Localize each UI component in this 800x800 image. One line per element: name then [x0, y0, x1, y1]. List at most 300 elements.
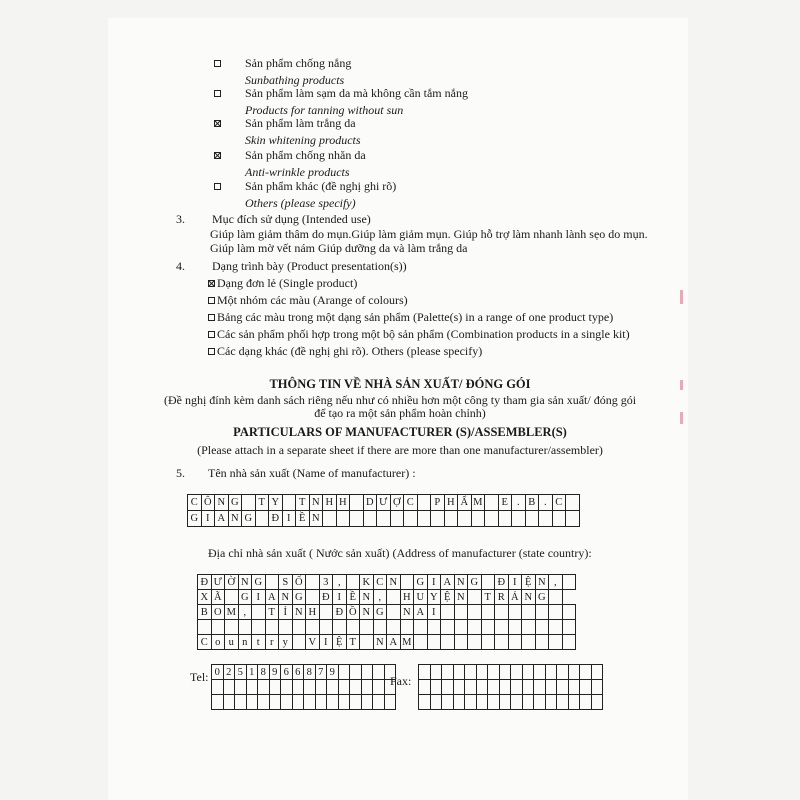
- grid-cell[interactable]: [442, 680, 454, 695]
- grid-cell[interactable]: y: [279, 635, 293, 650]
- grid-cell[interactable]: [419, 680, 431, 695]
- grid-cell[interactable]: [539, 511, 553, 527]
- grid-cell[interactable]: Ề: [296, 511, 310, 527]
- grid-cell[interactable]: Ư: [377, 495, 391, 511]
- grid-cell[interactable]: .: [512, 495, 526, 511]
- grid-cell[interactable]: N: [360, 605, 374, 620]
- grid-cell[interactable]: [465, 680, 477, 695]
- grid-cell[interactable]: I: [252, 590, 266, 605]
- grid-cell[interactable]: [485, 511, 499, 527]
- grid-cell[interactable]: [333, 620, 347, 635]
- grid-cell[interactable]: [265, 575, 279, 590]
- grid-cell[interactable]: [338, 665, 350, 680]
- grid-cell[interactable]: [580, 665, 592, 680]
- grid-cell[interactable]: [417, 511, 431, 527]
- grid-cell[interactable]: [373, 680, 385, 695]
- grid-cell[interactable]: [350, 511, 364, 527]
- grid-cell[interactable]: [476, 695, 488, 710]
- grid-cell[interactable]: K: [360, 575, 374, 590]
- grid-cell[interactable]: P: [431, 495, 445, 511]
- grid-cell[interactable]: [468, 635, 482, 650]
- grid-cell[interactable]: I: [427, 575, 441, 590]
- grid-cell[interactable]: [499, 665, 511, 680]
- grid-cell[interactable]: [279, 620, 293, 635]
- grid-cell[interactable]: G: [228, 495, 242, 511]
- grid-cell[interactable]: Ả: [508, 590, 522, 605]
- grid-cell[interactable]: [454, 605, 468, 620]
- grid-cell[interactable]: [468, 620, 482, 635]
- grid-cell[interactable]: [269, 695, 281, 710]
- grid-cell[interactable]: [346, 575, 360, 590]
- grid-cell[interactable]: 8: [258, 665, 270, 680]
- grid-cell[interactable]: u: [225, 635, 239, 650]
- grid-cell[interactable]: [481, 575, 495, 590]
- grid-cell[interactable]: 9: [269, 665, 281, 680]
- grid-cell[interactable]: [454, 620, 468, 635]
- grid-cell[interactable]: G: [188, 511, 202, 527]
- grid-cell[interactable]: Ố: [292, 575, 306, 590]
- grid-cell[interactable]: 3: [319, 575, 333, 590]
- grid-cell[interactable]: [557, 695, 569, 710]
- grid-cell[interactable]: N: [535, 575, 549, 590]
- presentation-option[interactable]: [208, 310, 613, 325]
- grid-cell[interactable]: N: [309, 495, 323, 511]
- grid-cell[interactable]: I: [282, 511, 296, 527]
- grid-cell[interactable]: [522, 605, 536, 620]
- grid-cell[interactable]: Đ: [319, 590, 333, 605]
- grid-cell[interactable]: [562, 620, 576, 635]
- grid-cell[interactable]: ,: [238, 605, 252, 620]
- grid-cell[interactable]: [430, 665, 442, 680]
- grid-cell[interactable]: [591, 695, 603, 710]
- grid-cell[interactable]: [252, 620, 266, 635]
- tel-number-grid[interactable]: [211, 664, 396, 710]
- grid-cell[interactable]: [481, 605, 495, 620]
- grid-cell[interactable]: [292, 620, 306, 635]
- grid-cell[interactable]: [468, 605, 482, 620]
- grid-cell[interactable]: [384, 695, 396, 710]
- grid-cell[interactable]: [361, 665, 373, 680]
- grid-cell[interactable]: [360, 620, 374, 635]
- grid-cell[interactable]: [476, 665, 488, 680]
- grid-cell[interactable]: Đ: [269, 511, 283, 527]
- grid-cell[interactable]: A: [265, 590, 279, 605]
- grid-cell[interactable]: T: [255, 495, 269, 511]
- grid-cell[interactable]: r: [265, 635, 279, 650]
- grid-cell[interactable]: [255, 511, 269, 527]
- grid-cell[interactable]: Ợ: [390, 495, 404, 511]
- grid-cell[interactable]: [566, 495, 580, 511]
- grid-cell[interactable]: [562, 605, 576, 620]
- grid-cell[interactable]: E: [498, 495, 512, 511]
- grid-cell[interactable]: [591, 665, 603, 680]
- grid-cell[interactable]: [465, 665, 477, 680]
- grid-cell[interactable]: Đ: [198, 575, 212, 590]
- grid-cell[interactable]: [535, 620, 549, 635]
- checked-checkbox-icon[interactable]: [214, 152, 221, 159]
- checkbox-icon[interactable]: [214, 90, 221, 97]
- grid-cell[interactable]: G: [242, 511, 256, 527]
- grid-cell[interactable]: [350, 695, 362, 710]
- grid-cell[interactable]: [562, 575, 576, 590]
- checkbox-icon[interactable]: [214, 183, 221, 190]
- grid-cell[interactable]: [373, 620, 387, 635]
- grid-cell[interactable]: Đ: [495, 575, 509, 590]
- grid-cell[interactable]: [471, 511, 485, 527]
- grid-cell[interactable]: [522, 680, 534, 695]
- grid-cell[interactable]: [258, 695, 270, 710]
- grid-cell[interactable]: [566, 511, 580, 527]
- grid-cell[interactable]: [338, 695, 350, 710]
- grid-cell[interactable]: S: [279, 575, 293, 590]
- grid-cell[interactable]: X: [198, 590, 212, 605]
- checked-checkbox-icon[interactable]: [214, 120, 221, 127]
- grid-cell[interactable]: [534, 695, 546, 710]
- grid-cell[interactable]: [212, 680, 224, 695]
- grid-cell[interactable]: N: [228, 511, 242, 527]
- grid-cell[interactable]: H: [444, 495, 458, 511]
- presentation-option[interactable]: [208, 276, 357, 291]
- grid-cell[interactable]: [476, 680, 488, 695]
- grid-cell[interactable]: [534, 665, 546, 680]
- grid-cell[interactable]: [580, 680, 592, 695]
- grid-cell[interactable]: [361, 695, 373, 710]
- grid-cell[interactable]: [545, 680, 557, 695]
- grid-cell[interactable]: I: [333, 590, 347, 605]
- grid-cell[interactable]: Ệ: [333, 635, 347, 650]
- grid-cell[interactable]: C: [198, 635, 212, 650]
- grid-cell[interactable]: N: [522, 590, 536, 605]
- grid-cell[interactable]: A: [441, 575, 455, 590]
- grid-cell[interactable]: N: [387, 575, 401, 590]
- grid-cell[interactable]: Y: [427, 590, 441, 605]
- grid-cell[interactable]: [336, 511, 350, 527]
- grid-cell[interactable]: [306, 620, 320, 635]
- grid-cell[interactable]: Ề: [346, 590, 360, 605]
- grid-cell[interactable]: [363, 511, 377, 527]
- grid-cell[interactable]: [549, 590, 563, 605]
- grid-cell[interactable]: [499, 695, 511, 710]
- grid-cell[interactable]: Ờ: [225, 575, 239, 590]
- grid-cell[interactable]: T: [346, 635, 360, 650]
- grid-cell[interactable]: [319, 605, 333, 620]
- grid-cell[interactable]: 6: [292, 665, 304, 680]
- checked-checkbox-icon[interactable]: [208, 280, 215, 287]
- grid-cell[interactable]: [315, 695, 327, 710]
- grid-cell[interactable]: [211, 620, 225, 635]
- grid-cell[interactable]: [292, 695, 304, 710]
- grid-cell[interactable]: [414, 620, 428, 635]
- grid-cell[interactable]: [387, 605, 401, 620]
- grid-cell[interactable]: [442, 695, 454, 710]
- grid-cell[interactable]: I: [319, 635, 333, 650]
- grid-cell[interactable]: N: [292, 605, 306, 620]
- grid-cell[interactable]: A: [215, 511, 229, 527]
- grid-cell[interactable]: [442, 665, 454, 680]
- grid-cell[interactable]: G: [238, 590, 252, 605]
- grid-cell[interactable]: [522, 620, 536, 635]
- grid-cell[interactable]: Ỉ: [279, 605, 293, 620]
- grid-cell[interactable]: ,: [373, 590, 387, 605]
- grid-cell[interactable]: [404, 511, 418, 527]
- grid-cell[interactable]: [522, 695, 534, 710]
- grid-cell[interactable]: 1: [246, 665, 258, 680]
- grid-cell[interactable]: H: [336, 495, 350, 511]
- grid-cell[interactable]: H: [306, 605, 320, 620]
- grid-cell[interactable]: [511, 665, 523, 680]
- grid-cell[interactable]: Ư: [211, 575, 225, 590]
- grid-cell[interactable]: [562, 635, 576, 650]
- grid-cell[interactable]: Ã: [211, 590, 225, 605]
- fax-number-grid[interactable]: [418, 664, 603, 710]
- grid-cell[interactable]: U: [414, 590, 428, 605]
- grid-cell[interactable]: [465, 695, 477, 710]
- grid-cell[interactable]: [444, 511, 458, 527]
- grid-cell[interactable]: Ệ: [522, 575, 536, 590]
- grid-cell[interactable]: [549, 605, 563, 620]
- grid-cell[interactable]: [419, 695, 431, 710]
- grid-cell[interactable]: N: [238, 575, 252, 590]
- grid-cell[interactable]: [535, 635, 549, 650]
- grid-cell[interactable]: [512, 511, 526, 527]
- grid-cell[interactable]: [292, 635, 306, 650]
- grid-cell[interactable]: [427, 635, 441, 650]
- grid-cell[interactable]: N: [454, 575, 468, 590]
- grid-cell[interactable]: [468, 590, 482, 605]
- grid-cell[interactable]: [373, 665, 385, 680]
- grid-cell[interactable]: [508, 620, 522, 635]
- grid-cell[interactable]: B: [198, 605, 212, 620]
- grid-cell[interactable]: I: [427, 605, 441, 620]
- checkbox-icon[interactable]: [208, 331, 215, 338]
- grid-cell[interactable]: G: [373, 605, 387, 620]
- grid-cell[interactable]: [346, 620, 360, 635]
- grid-cell[interactable]: [488, 680, 500, 695]
- grid-cell[interactable]: [242, 495, 256, 511]
- grid-cell[interactable]: [485, 495, 499, 511]
- grid-cell[interactable]: G: [252, 575, 266, 590]
- grid-cell[interactable]: [338, 680, 350, 695]
- grid-cell[interactable]: [431, 511, 445, 527]
- grid-cell[interactable]: [350, 495, 364, 511]
- grid-cell[interactable]: T: [265, 605, 279, 620]
- grid-cell[interactable]: N: [360, 590, 374, 605]
- grid-cell[interactable]: [552, 511, 566, 527]
- grid-cell[interactable]: [319, 620, 333, 635]
- grid-cell[interactable]: 8: [304, 665, 316, 680]
- grid-cell[interactable]: I: [508, 575, 522, 590]
- grid-cell[interactable]: [535, 605, 549, 620]
- grid-cell[interactable]: Ệ: [441, 590, 455, 605]
- grid-cell[interactable]: [246, 695, 258, 710]
- grid-cell[interactable]: N: [279, 590, 293, 605]
- grid-cell[interactable]: [427, 620, 441, 635]
- grid-cell[interactable]: G: [292, 590, 306, 605]
- grid-cell[interactable]: R: [495, 590, 509, 605]
- grid-cell[interactable]: [212, 695, 224, 710]
- grid-cell[interactable]: [235, 695, 247, 710]
- grid-cell[interactable]: [304, 680, 316, 695]
- checkbox-icon[interactable]: [208, 314, 215, 321]
- checkbox-icon[interactable]: [208, 348, 215, 355]
- checkbox-icon[interactable]: [214, 60, 221, 67]
- grid-cell[interactable]: [306, 575, 320, 590]
- grid-cell[interactable]: [499, 680, 511, 695]
- grid-cell[interactable]: [350, 665, 362, 680]
- grid-cell[interactable]: Ẩ: [458, 495, 472, 511]
- grid-cell[interactable]: [511, 680, 523, 695]
- grid-cell[interactable]: Y: [269, 495, 283, 511]
- grid-cell[interactable]: [458, 511, 472, 527]
- grid-cell[interactable]: [580, 695, 592, 710]
- grid-cell[interactable]: [441, 620, 455, 635]
- grid-cell[interactable]: [306, 590, 320, 605]
- grid-cell[interactable]: [488, 695, 500, 710]
- grid-cell[interactable]: [252, 605, 266, 620]
- grid-cell[interactable]: [360, 635, 374, 650]
- grid-cell[interactable]: C: [373, 575, 387, 590]
- grid-cell[interactable]: T: [296, 495, 310, 511]
- grid-cell[interactable]: [223, 680, 235, 695]
- manufacturer-address-grid[interactable]: [197, 574, 576, 650]
- grid-cell[interactable]: [225, 620, 239, 635]
- grid-cell[interactable]: [390, 511, 404, 527]
- grid-cell[interactable]: [430, 680, 442, 695]
- grid-cell[interactable]: [522, 635, 536, 650]
- grid-cell[interactable]: [258, 680, 270, 695]
- grid-cell[interactable]: ,: [333, 575, 347, 590]
- grid-cell[interactable]: V: [306, 635, 320, 650]
- grid-cell[interactable]: [545, 665, 557, 680]
- grid-cell[interactable]: [522, 665, 534, 680]
- grid-cell[interactable]: [557, 665, 569, 680]
- grid-cell[interactable]: 9: [327, 665, 339, 680]
- grid-cell[interactable]: [568, 680, 580, 695]
- presentation-option[interactable]: [208, 344, 482, 359]
- grid-cell[interactable]: [441, 605, 455, 620]
- grid-cell[interactable]: [327, 695, 339, 710]
- grid-cell[interactable]: B: [525, 495, 539, 511]
- grid-cell[interactable]: [225, 590, 239, 605]
- grid-cell[interactable]: n: [238, 635, 252, 650]
- grid-cell[interactable]: [361, 680, 373, 695]
- grid-cell[interactable]: [534, 680, 546, 695]
- grid-cell[interactable]: [419, 665, 431, 680]
- grid-cell[interactable]: [377, 511, 391, 527]
- grid-cell[interactable]: [481, 635, 495, 650]
- grid-cell[interactable]: [549, 635, 563, 650]
- grid-cell[interactable]: H: [323, 495, 337, 511]
- grid-cell[interactable]: [269, 680, 281, 695]
- grid-cell[interactable]: [417, 495, 431, 511]
- grid-cell[interactable]: [400, 620, 414, 635]
- grid-cell[interactable]: Đ: [333, 605, 347, 620]
- grid-cell[interactable]: Ồ: [346, 605, 360, 620]
- grid-cell[interactable]: N: [400, 605, 414, 620]
- grid-cell[interactable]: [488, 665, 500, 680]
- grid-cell[interactable]: o: [211, 635, 225, 650]
- grid-cell[interactable]: [525, 511, 539, 527]
- grid-cell[interactable]: [508, 605, 522, 620]
- grid-cell[interactable]: 7: [315, 665, 327, 680]
- grid-cell[interactable]: [223, 695, 235, 710]
- grid-cell[interactable]: [453, 695, 465, 710]
- grid-cell[interactable]: [315, 680, 327, 695]
- presentation-option[interactable]: [208, 293, 408, 308]
- grid-cell[interactable]: G: [468, 575, 482, 590]
- grid-cell[interactable]: .: [539, 495, 553, 511]
- grid-cell[interactable]: [495, 620, 509, 635]
- grid-cell[interactable]: [498, 511, 512, 527]
- grid-cell[interactable]: G: [535, 590, 549, 605]
- grid-cell[interactable]: [545, 695, 557, 710]
- grid-cell[interactable]: [495, 635, 509, 650]
- grid-cell[interactable]: 2: [223, 665, 235, 680]
- grid-cell[interactable]: C: [552, 495, 566, 511]
- grid-cell[interactable]: [430, 695, 442, 710]
- grid-cell[interactable]: [454, 635, 468, 650]
- grid-cell[interactable]: [441, 635, 455, 650]
- grid-cell[interactable]: A: [414, 605, 428, 620]
- grid-cell[interactable]: t: [252, 635, 266, 650]
- grid-cell[interactable]: [591, 680, 603, 695]
- manufacturer-name-grid[interactable]: [187, 494, 580, 527]
- grid-cell[interactable]: [282, 495, 296, 511]
- grid-cell[interactable]: [198, 620, 212, 635]
- grid-cell[interactable]: H: [400, 590, 414, 605]
- grid-cell[interactable]: T: [481, 590, 495, 605]
- grid-cell[interactable]: [481, 620, 495, 635]
- grid-cell[interactable]: [453, 665, 465, 680]
- grid-cell[interactable]: [414, 635, 428, 650]
- grid-cell[interactable]: G: [414, 575, 428, 590]
- grid-cell[interactable]: [495, 605, 509, 620]
- grid-cell[interactable]: [373, 695, 385, 710]
- grid-cell[interactable]: M: [471, 495, 485, 511]
- grid-cell[interactable]: [323, 511, 337, 527]
- grid-cell[interactable]: [281, 695, 293, 710]
- grid-cell[interactable]: [265, 620, 279, 635]
- grid-cell[interactable]: M: [400, 635, 414, 650]
- grid-cell[interactable]: [281, 680, 293, 695]
- checkbox-icon[interactable]: [208, 297, 215, 304]
- presentation-option[interactable]: [208, 327, 630, 342]
- grid-cell[interactable]: [549, 620, 563, 635]
- grid-cell[interactable]: [238, 620, 252, 635]
- grid-cell[interactable]: C: [404, 495, 418, 511]
- grid-cell[interactable]: O: [211, 605, 225, 620]
- grid-cell[interactable]: [350, 680, 362, 695]
- grid-cell[interactable]: [511, 695, 523, 710]
- grid-cell[interactable]: C: [188, 495, 202, 511]
- grid-cell[interactable]: [400, 575, 414, 590]
- grid-cell[interactable]: M: [225, 605, 239, 620]
- grid-cell[interactable]: A: [387, 635, 401, 650]
- grid-cell[interactable]: D: [363, 495, 377, 511]
- grid-cell[interactable]: N: [454, 590, 468, 605]
- grid-cell[interactable]: [508, 635, 522, 650]
- grid-cell[interactable]: [387, 590, 401, 605]
- grid-cell[interactable]: ,: [549, 575, 563, 590]
- grid-cell[interactable]: [246, 680, 258, 695]
- grid-cell[interactable]: [568, 665, 580, 680]
- grid-cell[interactable]: Ô: [201, 495, 215, 511]
- grid-cell[interactable]: [453, 680, 465, 695]
- grid-cell[interactable]: 5: [235, 665, 247, 680]
- grid-cell[interactable]: [235, 680, 247, 695]
- grid-cell[interactable]: N: [309, 511, 323, 527]
- grid-cell[interactable]: 6: [281, 665, 293, 680]
